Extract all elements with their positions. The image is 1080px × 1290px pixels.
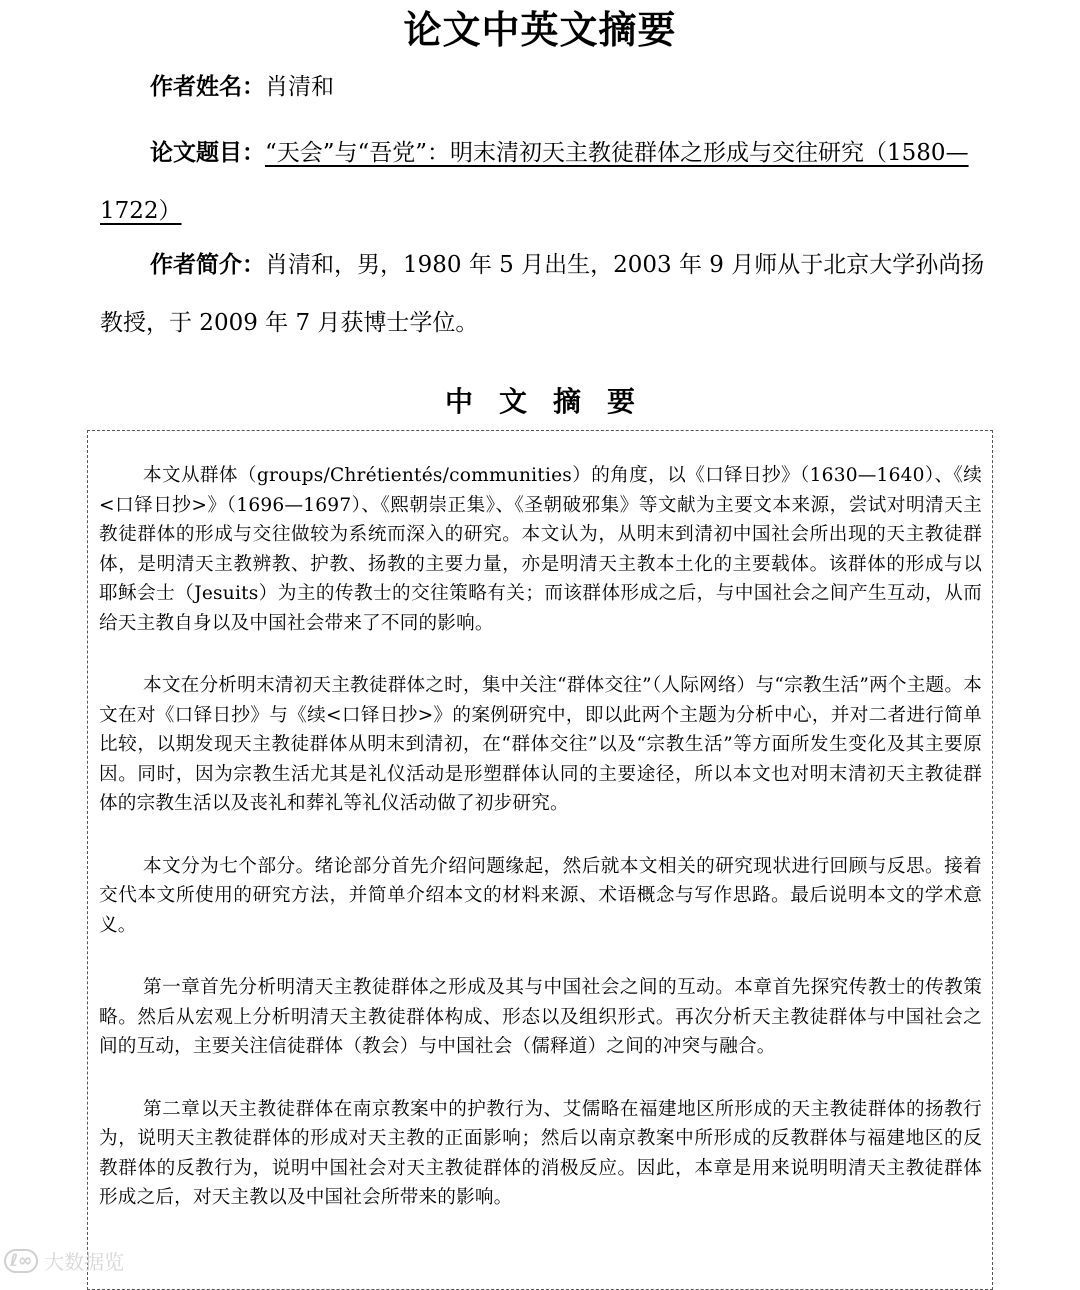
thesis-title: “天会”与“吾党”：明末清初天主教徒群体之形成与交往研究（1580—1722） [100,140,969,224]
abstract-paragraph: 第一章首先分析明清天主教徒群体之形成及其与中国社会之间的互动。本章首先探究传教士的传教策略。然后从宏观上分析明清天主教徒群体构成、形态以及组织形式。再次分析天主教徒群体与中国社会之间的互动，主要关注信徒群体（教会）与中国社会（儒释道）之间的冲突与融合。 [99,977,982,1057]
abstract-paragraph: 本文在分析明末清初天主教徒群体之时，集中关注“群体交往”（人际网络）与“宗教生活”两个主题。本文在对《口铎日抄》与《续<口铎日抄>》的案例研究中，即以此两个主题为分析中心，并对二者进行简单比较，以期发现天主教徒群体从明末到清初，在“群体交往”以及“宗教生活”等方面所发生变化及其主要原因。同时，因为宗教生活尤其是礼仪活动是形塑群体认同的主要途径，所以本文也对明末清初天主教徒群体的宗教生活以及丧礼和葬礼等礼仪活动做了初步研究。 [99,675,982,814]
watermark [4,1246,124,1275]
author-line [100,70,1006,104]
author-bio-line [100,236,1006,352]
watermark-text: 大数据览 [44,1250,125,1274]
author-label: 作者姓名： [150,73,265,100]
thesis-title-line [100,124,1006,240]
author-name: 肖清和 [265,74,334,100]
author-bio-label: 作者简介： [150,251,265,278]
abstract-heading: 中文摘要 [444,385,661,418]
abstract-paragraph: 本文分为七个部分。绪论部分首先介绍问题缘起，然后就本文相关的研究现状进行回顾与反思。接着交代本文所使用的研究方法，并简单介绍本文的材料来源、术语概念与写作思路。最后说明本文的学术意义。 [99,855,982,936]
thesis-title-label: 论文题目： [150,139,265,166]
watermark-logo-icon: ℓ∞ [4,1249,38,1273]
page-title: 论文中英文摘要 [403,7,677,52]
abstract-box [87,430,993,1290]
author-bio: 肖清和，男，1980 年 5 月出生，2003 年 9 月师从于北京大学孙尚扬教授，于 2009 年 7 月获博士学位。 [100,252,985,336]
abstract-paragraph: 第二章以天主教徒群体在南京教案中的护教行为、艾儒略在福建地区所形成的天主教徒群体的扬教行为，说明天主教徒群体的形成对天主教的正面影响；然后以南京教案中所形成的反教群体与福建地区的反教群体的反教行为，说明中国社会对天主教徒群体的消极反应。因此，本章是用来说明明清天主教徒群体形成之后，对天主教以及中国社会所带来的影响。 [99,1098,982,1208]
abstract-paragraph: 本文从群体（groups/Chrétientés/communities）的角度，以《口铎日抄》（1630—1640）、《续<口铎日抄>》（1696—1697）、《熙朝崇正集》、《圣朝破邪集》等文献为主要文本来源，尝试对明清天主教徒群体的形成与交往做较为系统而深入的研究。本文认为，从明末到清初中国社会所出现的天主教徒群体，是明清天主教辨教、护教、扬教的主要力量，亦是明清天主教本土化的主要载体。该群体的形成与以耶稣会士（Jesuits）为主的传教士的交往策略有关；而该群体形成之后，与中国社会之间产生互动，从而给天主教自身以及中国社会带来了不同的影响。 [99,465,982,634]
